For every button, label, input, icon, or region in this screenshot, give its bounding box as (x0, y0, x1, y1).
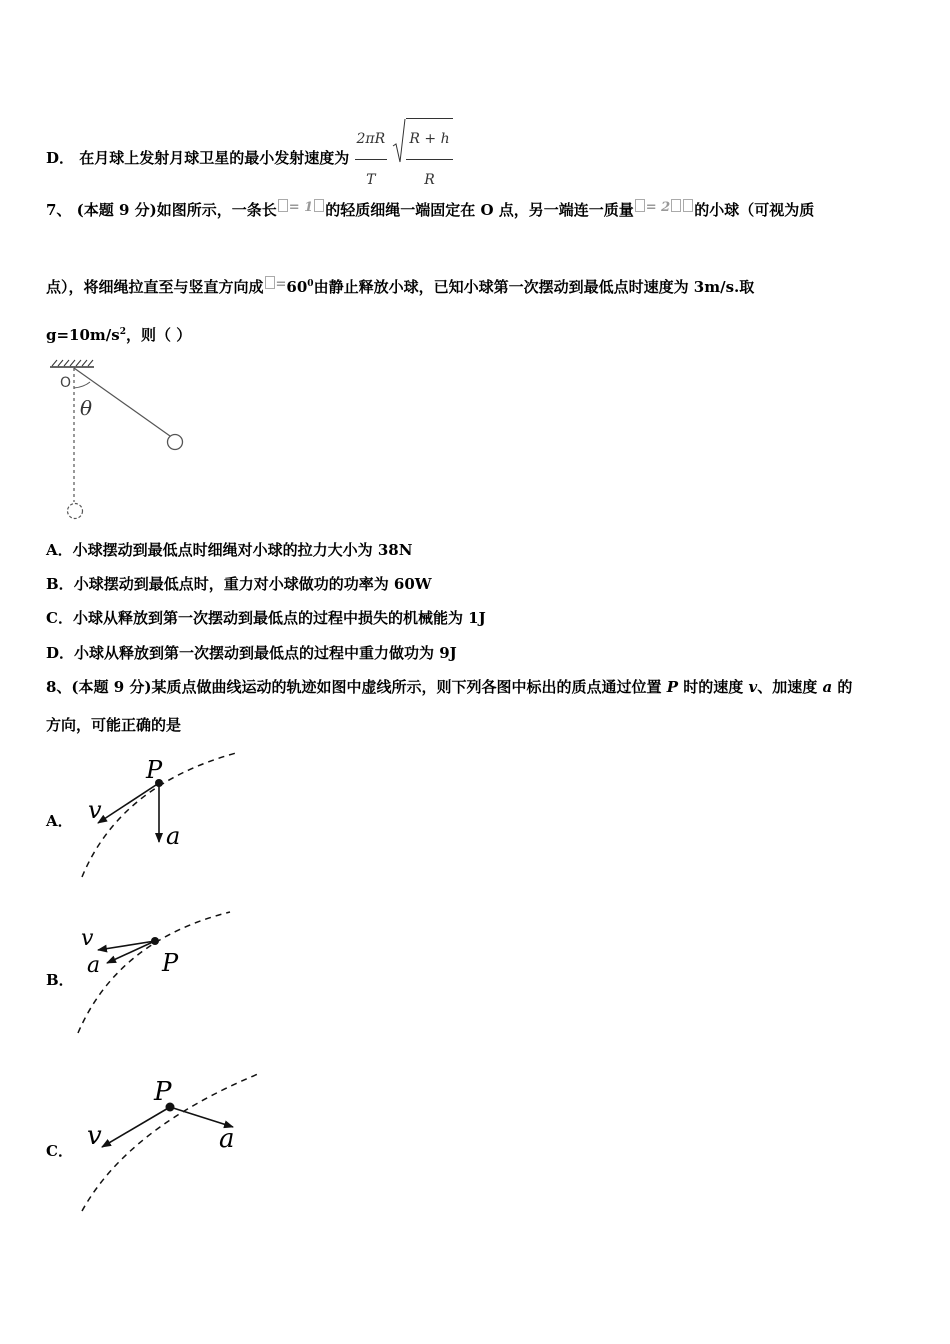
q8-symbol-v: v (748, 678, 758, 696)
acceleration-label: a (219, 1124, 235, 1154)
q7-option-a (46, 540, 412, 560)
point-p-label: P (162, 949, 179, 977)
ball-lowest-dashed-icon (68, 504, 83, 519)
formula-text: = 1 (288, 200, 314, 215)
q7-text: 的小球（可视为质 (694, 201, 815, 219)
q8-option-a-label: A． (46, 812, 73, 830)
option-label: C． (46, 609, 73, 627)
q7-text: 60 (286, 278, 308, 296)
q8-text: 时的速度 (678, 678, 749, 696)
q6-option-d (46, 118, 453, 200)
option-text: 小球摆动到最低点时，重力对小球做功的功率为 60W (73, 575, 432, 593)
formula-text: = (275, 277, 287, 292)
fraction-2piR-over-T (355, 119, 388, 200)
fraction-denominator: T (366, 171, 376, 188)
option-text: 小球从释放到第一次摆动到最低点的过程中损失的机械能为 1J (72, 609, 486, 627)
pendulum-figure (44, 354, 194, 524)
q7-option-d (46, 643, 457, 663)
ball-circle-icon (168, 435, 183, 450)
q7-text: 的轻质细绳一端固定在 O 点，另一端连一质量 (325, 201, 634, 219)
q8-option-c-label: C． (46, 1142, 73, 1160)
q8-figure-a (70, 745, 250, 885)
q7-text: 7、 (本题 9 分)如图所示，一条长 (46, 201, 277, 219)
superscript: 0 (307, 279, 314, 289)
option-label: B． (46, 575, 74, 593)
q8-stem-line2 (46, 715, 181, 735)
q8-text: 、加速度 (757, 678, 823, 696)
point-p-label: P (146, 756, 163, 784)
pivot-label-o: O (60, 375, 72, 391)
q7-option-c (46, 608, 486, 628)
q7-text: ，则（ ） (126, 326, 192, 344)
q8-text: 8、(本题 9 分)某质点做曲线运动的轨迹如图中虚线所示，则下列各图中标出的质点通过位置 (46, 678, 667, 696)
point-p-dot (151, 937, 159, 945)
formula-placeholder (264, 275, 287, 295)
point-p-label: P (154, 1077, 172, 1107)
radicand-denominator: R (424, 172, 435, 188)
option-label: D． (46, 149, 75, 167)
q8-figure-b (70, 905, 250, 1040)
velocity-label: v (87, 1121, 102, 1151)
option-text: 在月球上发射月球卫星的最小发射速度为 (79, 149, 350, 167)
q7-text: 点），将细绳拉直至与竖直方向成 (46, 278, 264, 296)
formula-text: = 2 (645, 200, 671, 215)
radicand (406, 118, 452, 200)
fraction-numerator: 2πR (355, 119, 388, 160)
angle-arc-icon (74, 382, 90, 388)
option-label: A． (46, 541, 73, 559)
q8-figure-c (70, 1068, 270, 1218)
trajectory-dashed-curve (78, 912, 230, 1033)
q8-text: 方向，可能正确的是 (46, 716, 182, 734)
q7-option-b (46, 574, 432, 594)
option-text: 小球从释放到第一次摆动到最低点的过程中重力做功为 9J (74, 644, 457, 662)
formula-placeholder (277, 198, 325, 218)
square-root-expression (392, 118, 452, 200)
velocity-arrow (98, 783, 159, 823)
q8-symbol-p: P (666, 678, 679, 696)
q7-stem-line1 (46, 198, 814, 220)
radical-sign-icon (392, 118, 406, 164)
ceiling-hatch-icon (52, 360, 93, 366)
q8-text: 的 (832, 678, 853, 696)
acceleration-label: a (166, 822, 181, 850)
velocity-label: v (88, 796, 102, 824)
acceleration-label: a (87, 953, 101, 978)
velocity-label: v (81, 926, 94, 951)
q8-option-b-label: B． (46, 971, 74, 989)
q7-text: 由静止释放小球，已知小球第一次摆动到最低点时速度为 3m/s.取 (313, 278, 755, 296)
theta-label: θ (80, 396, 93, 420)
formula-placeholder (634, 198, 694, 218)
option-label: D． (46, 644, 75, 662)
radicand-numerator: R + h (406, 119, 452, 160)
q8-symbol-a: a (822, 678, 833, 696)
option-text: 小球摆动到最低点时细绳对小球的拉力大小为 38N (72, 541, 413, 559)
q7-text: g=10m/s (46, 326, 120, 344)
q7-stem-line2 (46, 274, 754, 297)
q8-stem-line1 (46, 677, 852, 697)
q7-stem-line3 (46, 322, 191, 345)
superscript: 2 (119, 327, 126, 337)
